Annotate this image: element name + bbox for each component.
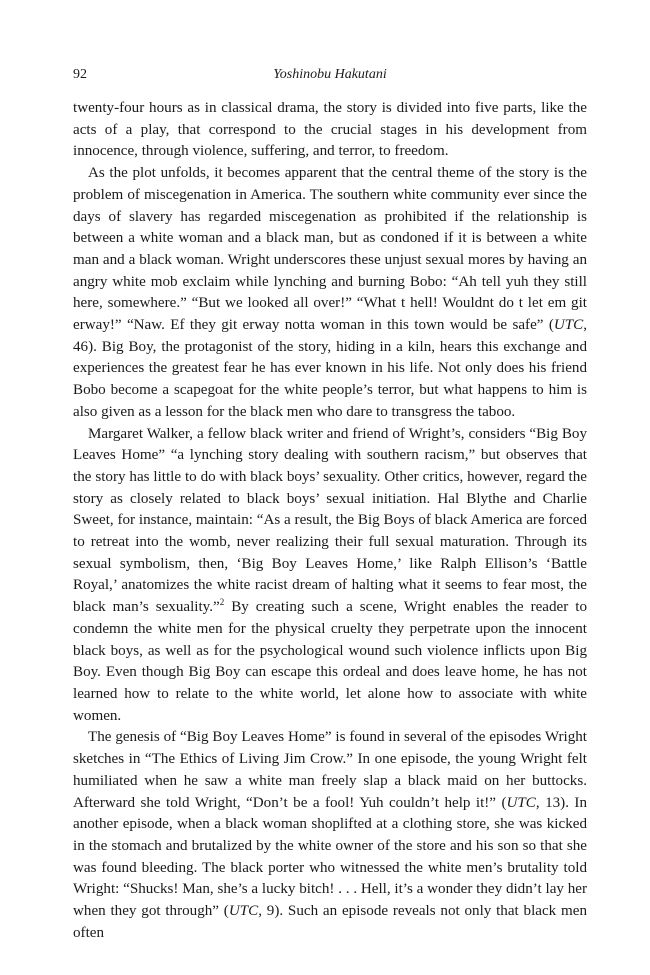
body-text xyxy=(73,98,587,944)
paragraph-4-text-a: The genesis of “Big Boy Leaves Home” is found in several of the episodes Wright sketches in “The Ethics of Living Jim Crow.” In one episode, the young Wright felt humiliated when he saw a white man freely slap a black maid on her buttocks. Afterward she told Wright, “Don’t be a fool! Yuh couldn’t help it!” ( xyxy=(73,729,587,811)
paragraph-1-text: twenty-four hours as in classical drama, the story is divided into five parts, like the acts of a play, that correspond to the crucial stages in his development from innocence, through violence, suffering, and terror, to freedom. xyxy=(73,100,587,160)
footnote-marker: 2 xyxy=(219,597,225,608)
book-page xyxy=(73,64,587,944)
paragraph-3 xyxy=(73,424,587,728)
paragraph-2 xyxy=(73,163,587,423)
page-number: 92 xyxy=(73,67,87,82)
paragraph-3-text-b: By creating such a scene, Wright enables the reader to condemn the white men for the physical cruelty they perpetrate upon the innocent black boys, as well as for the psychological wound such violence inflicts upon Big Boy. Even though Big Boy can escape this ordeal and does leave home, he has not learned how to relate to the white world, let alone how to associate with white women. xyxy=(73,599,588,724)
paragraph-2-text-a: As the plot unfolds, it becomes apparent that the central theme of the story is the problem of miscegenation in America. The southern white community ever since the days of slavery has regarded miscegenation as prohibited if the relationship is between a white woman and a black man, but as condoned if it is between a white man and a black woman. Wright underscores these unjust sexual mores by having an angry white mob exclaim while lynching and burning Bobo: “Ah tell yuh they still here, somewhere.” “But we looked all over!” “What t hell! Wouldnt do t let em git erway!” “Naw. Ef they git erway notta woman in this town would be safe” ( xyxy=(73,165,587,334)
running-header xyxy=(73,64,587,86)
running-title-author: Yoshinobu Hakutani xyxy=(273,67,387,82)
citation-utc: UTC xyxy=(506,794,536,811)
paragraph-2-text-b: , 46). Big Boy, the protagonist of the story, hiding in a kiln, hears this exchange and experiences the greatest fear he has ever known in his life. Not only does his friend Bobo become a scapegoat for the white people’s terror, but what happens to him is also given as a lesson for the black men who dare to transgress the taboo. xyxy=(73,317,587,420)
paragraph-4 xyxy=(73,727,587,944)
paragraph-3-text-a: Margaret Walker, a fellow black writer and friend of Wright’s, considers “Big Boy Leaves Home” “a lynching story dealing with southern racism,” but observes that the story has little to do with black boys’ sexuality. Other critics, however, regard the story as closely related to black boys’ sexual initiation. Hal Blythe and Charlie Sweet, for instance, maintain: “As a result, the Big Boys of black America are forced to retreat into the womb, never realizing their full sexual maturation. Through its sexual symbolism, then, ‘Big Boy Leaves Home,’ like Ralph Ellison’s ‘Battle Royal,’ anatomizes the white racist dream of halting what it seems to fear most, the black man’s sexuality.” xyxy=(73,425,587,616)
citation-utc: UTC xyxy=(553,317,584,334)
citation-utc: UTC xyxy=(228,903,259,920)
paragraph-4-text-b: , 13). In another episode, when a black woman shoplifted at a clothing store, she was kicked in the stomach and brutalized by the white owner of the store and his son so that she was found bleeding. The black porter who witnessed the white men’s brutality told Wright: “Shucks! Man, she’s a lucky bitch! . . . Hell, it’s a wonder they didn’t lay her when they got through” ( xyxy=(73,794,587,920)
paragraph-4-text-c: , 9). Such an episode reveals not only that black men often xyxy=(73,903,588,941)
paragraph-1 xyxy=(73,98,587,163)
